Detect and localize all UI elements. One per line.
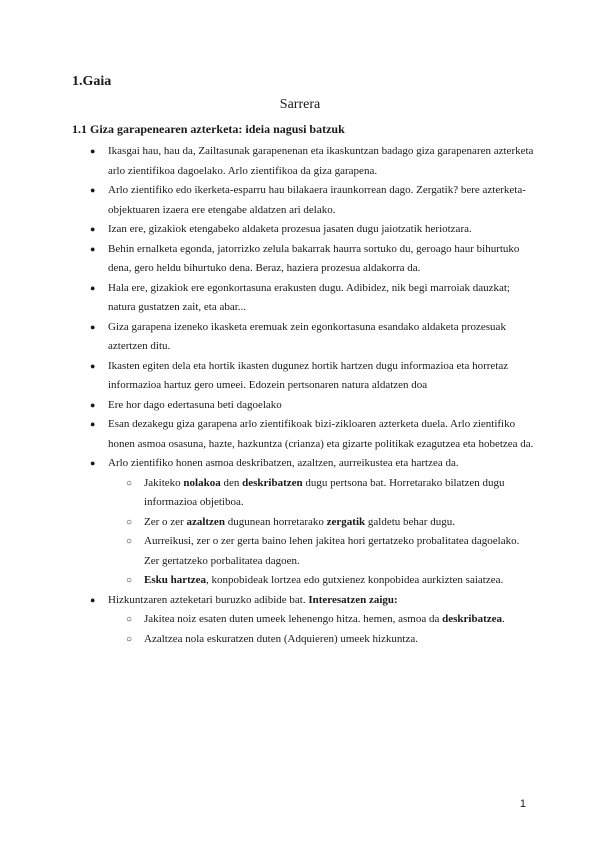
list-item: ● Izan ere, gizakiok etengabeko aldaketa prozesua jasaten dugu jaiotzatik heriotzara.: [0, 220, 600, 240]
list-item: ● Giza garapena izeneko ikasketa eremuak zein egonkortasuna esandako aldaketa prozesuak aztertzen ditu.: [0, 318, 600, 357]
bullet-icon: ●: [90, 224, 96, 234]
section-heading: 1.1 Giza garapenearen azterketa: ideia nagusi batzuk: [72, 122, 345, 136]
list-item: ● Arlo zientifiko honen asmoa deskribatzen, azaltzen, aurreikustea eta hartzea da.: [0, 454, 600, 474]
bullet-icon: ●: [90, 360, 96, 371]
bullet-icon: ●: [90, 399, 96, 410]
bullet-icon: ●: [90, 185, 96, 195]
sub-list-item: ○ Zer o zer azaltzen dugunean horretarako zergatik galdetu behar dugu.: [0, 513, 600, 533]
chapter-heading: 1.Gaia: [72, 74, 112, 89]
bullet-icon: ●: [90, 458, 96, 468]
list-item: ● Hala ere, gizakiok ere egonkortasuna erakusten dugu. Adibidez, nik begi marroiak dauzkat; natura gustatzen zait, eta abar...: [0, 279, 600, 318]
list-item: ● Ere hor dago edertasuna beti dagoelako: [0, 396, 600, 416]
circle-bullet-icon: ○: [126, 575, 133, 586]
bullet-icon: ●: [90, 243, 96, 254]
circle-bullet-icon: ○: [126, 614, 133, 625]
bullet-icon: ●: [90, 419, 96, 429]
bullet-icon: ●: [90, 282, 96, 293]
bullet-icon: ●: [90, 146, 96, 156]
sub-list-item: ○ Esku hartzea, konpobideak lortzea edo gutxienez konpobidea aurkizten saiatzea.: [0, 571, 600, 591]
list-item: ● Esan dezakegu giza garapena arlo zientifikoak bizi-zikloaren azterketa duela. Arlo zientifiko honen asmoa osasuna, hazte, hazkuntza (crianza) eta gizarte politikak ezagutzea eta hobetzea da.: [0, 415, 600, 454]
bullet-list: [0, 142, 600, 649]
circle-bullet-icon: ○: [126, 477, 133, 489]
bullet-icon: ●: [90, 594, 96, 605]
list-item: ● Ikasten egiten dela eta hortik ikasten dugunez hortik hartzen dugu informazioa eta horretaz informazioa hartuz gero umeei. Edozein pertsonaren natura aldatzen doa: [0, 357, 600, 396]
list-item: ● Hizkuntzaren azteketari buruzko adibide bat. Interesatzen zaigu:: [0, 591, 600, 611]
circle-bullet-icon: ○: [126, 633, 133, 645]
page-title: Sarrera: [279, 97, 321, 112]
list-item: ● Ikasgai hau, hau da, Zailtasunak garapenenan eta ikaskuntzan badago giza garapenaren azterketa arlo zientifikoa dagoelako. Arlo zientifikoa da giza garapena.: [0, 142, 600, 181]
circle-bullet-icon: ○: [126, 516, 133, 528]
sub-list-item: ○ Azaltzea nola eskuratzen duten (Adquieren) umeek hizkuntza.: [0, 630, 600, 650]
circle-bullet-icon: ○: [126, 536, 133, 547]
bullet-icon: ●: [90, 321, 96, 332]
list-item: ● Arlo zientifiko edo ikerketa-esparru hau bilakaera iraunkorrean dago. Zergatik? bere azterketa-objektuaren izaera ere etengabe aldatzen ari delako.: [0, 181, 600, 220]
list-item: ● Behin ernalketa egonda, jatorrizko zelula bakarrak haurra sortuko du, geroago haur bihurtuko dena, gero heldu bihurtuko dena. Beraz, haziera prozesua aldakorra da.: [0, 240, 600, 279]
sub-list-item: ○ Aurreikusi, zer o zer gerta baino lehen jakitea hori gertatzeko probalitatea dagoelako. Zer gertatzeko porbalitatea dagoen.: [0, 532, 600, 571]
sub-list-item: ○ Jakiteko nolakoa den deskribatzen dugu pertsona bat. Horretarako bilatzen dugu informazioa objetiboa.: [0, 474, 600, 513]
sub-list-item: ○ Jakitea noiz esaten duten umeek lehenengo hitza. hemen, asmoa da deskribatzea.: [0, 610, 600, 630]
page-number: 1: [519, 798, 526, 810]
